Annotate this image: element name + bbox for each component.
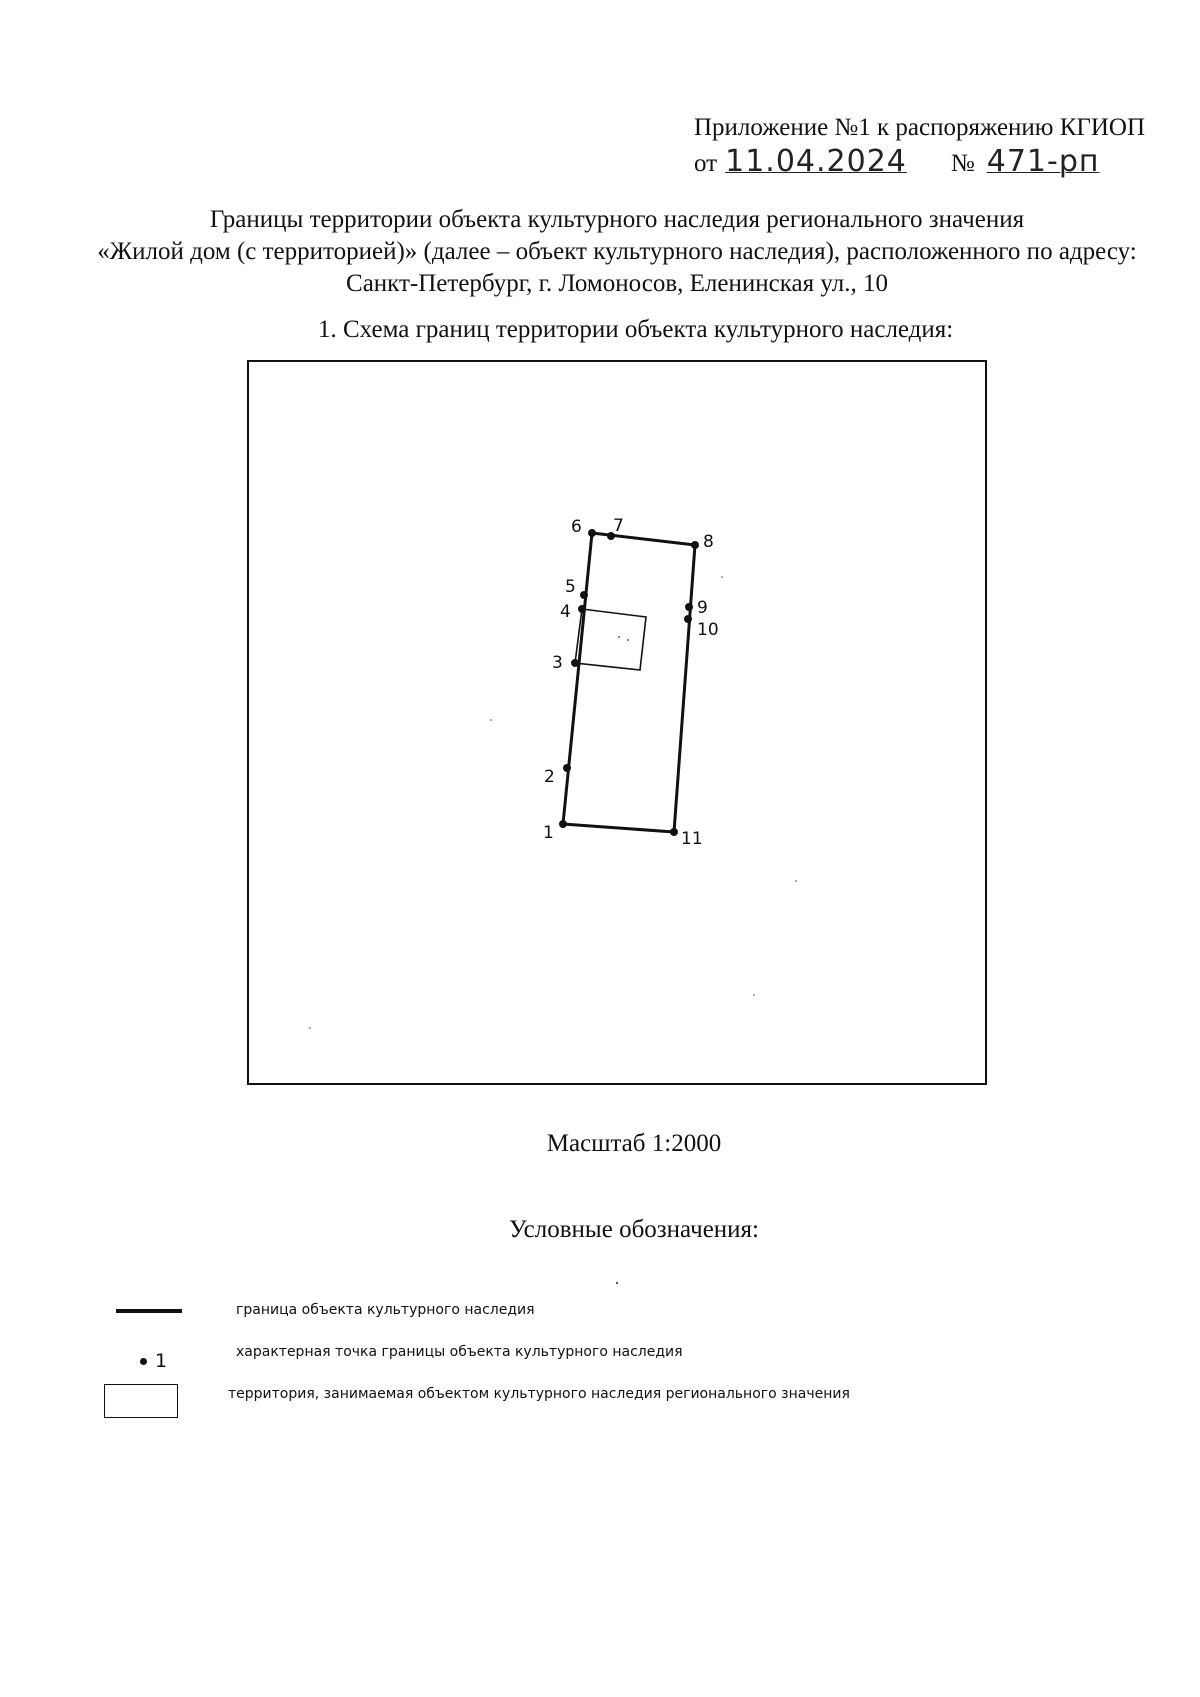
boundary-point-11 — [670, 828, 678, 836]
appendix-header: Приложение №1 к распоряжению КГИОП — [694, 114, 1146, 141]
map-speck — [309, 1027, 311, 1029]
boundary-point-2 — [563, 764, 571, 772]
legend-title: Условные обозначения: — [508, 1216, 760, 1243]
legend-point-number: 1 — [155, 1350, 168, 1372]
map-speck — [618, 636, 620, 638]
heritage-building-area — [575, 609, 646, 670]
legend-point-dot — [140, 1358, 147, 1365]
map-speck — [627, 639, 629, 641]
point-label-8: 8 — [703, 532, 714, 552]
legend-boundary-line-text: граница объекта культурного наследия — [236, 1302, 535, 1318]
order-number-sign: № — [950, 150, 975, 177]
map-scale: Масштаб 1:2000 — [546, 1130, 722, 1157]
point-label-1: 1 — [543, 823, 554, 843]
legend-point-symbol — [140, 1350, 167, 1372]
boundary-point-8 — [691, 541, 699, 549]
legend-territory-text: территория, занимаемая объектом культурного наследия регионального значения — [228, 1386, 850, 1402]
boundary-point-3 — [571, 659, 579, 667]
title-line-1: Границы территории объекта культурного наследия регионального значения — [209, 206, 1025, 233]
map-speck — [721, 576, 723, 578]
point-label-11: 11 — [681, 829, 703, 849]
title-line-2: «Жилой дом (с территорией)» (далее – объект культурного наследия), расположенного по адресу: — [97, 238, 1137, 265]
legend-territory-symbol — [104, 1384, 178, 1418]
section-heading: 1. Схема границ территории объекта культурного наследия: — [318, 316, 954, 343]
heritage-boundary — [563, 533, 695, 832]
point-label-9: 9 — [697, 598, 708, 618]
boundary-point-1 — [559, 820, 567, 828]
boundary-point-6 — [588, 529, 596, 537]
boundary-point-5 — [580, 591, 588, 599]
order-number: 471-рп — [986, 144, 1100, 179]
point-label-10: 10 — [697, 620, 719, 640]
page-speck — [616, 1282, 618, 1284]
point-label-5: 5 — [565, 577, 576, 597]
point-label-3: 3 — [552, 653, 563, 673]
order-prefix: от — [694, 150, 718, 177]
point-label-2: 2 — [544, 767, 555, 787]
boundary-point-4 — [578, 605, 586, 613]
map-speck — [490, 719, 492, 721]
boundary-point-9 — [685, 603, 693, 611]
legend-boundary-line-symbol — [116, 1309, 182, 1313]
title-line-3: Санкт-Петербург, г. Ломоносов, Еленинская ул., 10 — [346, 270, 888, 297]
map-speck — [753, 994, 755, 996]
point-label-7: 7 — [613, 516, 624, 536]
map-speck — [795, 880, 797, 882]
point-label-6: 6 — [571, 517, 582, 537]
order-date: 11.04.2024 — [725, 144, 907, 179]
boundary-point-10 — [684, 615, 692, 623]
legend-point-text: характерная точка границы объекта культурного наследия — [236, 1344, 683, 1360]
point-label-4: 4 — [560, 602, 571, 622]
